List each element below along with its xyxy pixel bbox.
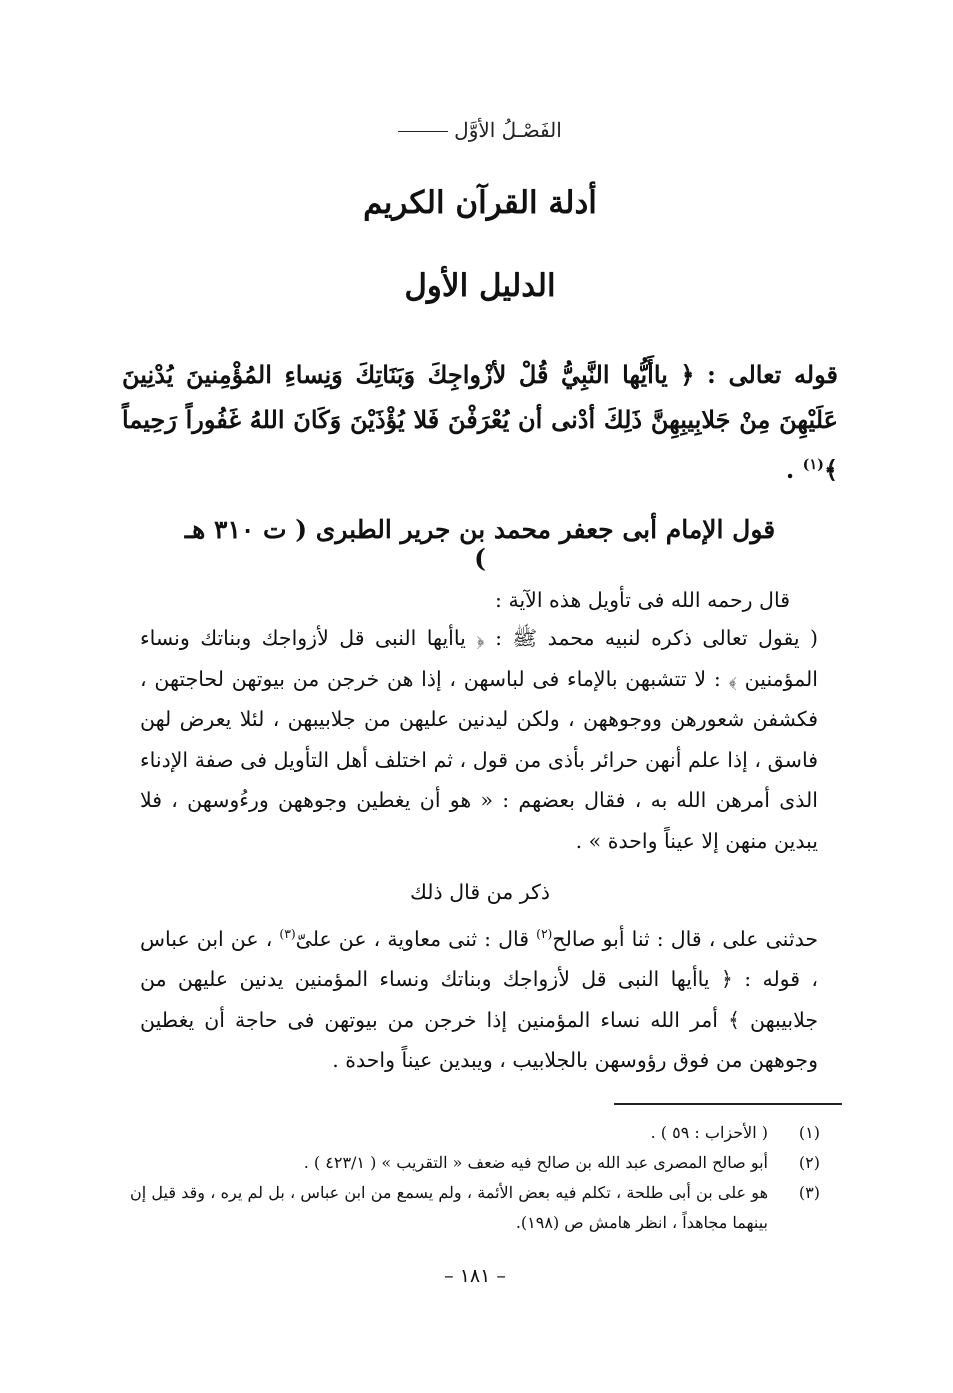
section-title: الدليل الأول [404,268,556,304]
intro-line: قال رحمه الله فى تأويل هذه الآية : [495,588,790,612]
footnote-number: (٣) [798,1183,820,1202]
tafsir-paragraph: ( يقول تعالى ذكره لنبيه محمد ﷺ : ﴿ ياأيها النبى قل لأزواجك وبناتك ونساء المؤمنين ﴾ : لا تتشبهن بالإماء فى لباسهن ، إذا هن خرجن من بيوتهن لحاجتهن ، فكشفن شعورهن ووجوههن ، ولكن ليدنين عليهن من جلابيبهن ، لئلا يعرض لهن فاسق ، إذا علم أنهن حرائر بأذى من قول ، ثم اختلف أهل التأويل فى صفة الإدناء الذى أمرهن الله به ، فقال بعضهم : « هو أن يغطين وجوههن ورءُوسهن ، فلا يبدين منهن إلا عيناً واحدة » . [140,626,818,853]
footnote-text: أبو صالح المصرى عبد الله بن صالح فيه ضعف « التقريب » ( ٤٢٣/١ ) . [303,1153,768,1172]
footnotes [130,1118,820,1238]
footnote-ref-2: (٢) [536,927,553,941]
chapter-label-text: الفَصْـلُ الأوَّل [454,118,562,142]
footnote-text: ( الأحزاب : ٥٩ ) . [650,1123,768,1142]
footnote-number: (١) [798,1123,820,1142]
narration-part-3: ، عن ابن عباس ، قوله : ﴿ ياأيها النبى قل لأزواجك وبناتك ونساء المؤمنين يدنين عليهن من جلابيبهن ﴾ أمر الله نساء المؤمنين إذا خرجن من بيوتهن فى حاجة أن يغطين وجوههن من فوق رؤوسهن بالجلابيب ، ويبدين عيناً واحدة . [140,926,818,1073]
footnote [130,1178,820,1238]
main-title: أدلة القرآن الكريم [363,185,597,221]
chapter-label-rule [398,131,448,132]
page-number: – ١٨١ – [444,1265,506,1287]
footnote [130,1118,820,1148]
verse-text: قوله تعالى : ﴿ ياأَيُّها النَّبِيُّ قُلْ لأزْواجِكَ وَبَنَاتِكَ وَنِساءِ المُؤْمِنينَ يُدْنِينَ عَلَيْهِنَ مِنْ جَلابِيبِهِنَّ ذَلِكَ أدْنى أن يُعْرَفْنَ فَلا يُؤْذَيْنَ وَكَانَ اللهُ غَفُوراً رَحِيماً ﴾ [122,360,838,484]
footnote-ref-3: (٣) [279,927,296,941]
narration-part-1: حدثنى على ، قال : ثنا أبو صالح [552,926,819,951]
verse-end: . [785,455,803,484]
footnote-number: (٢) [798,1153,820,1172]
footnote-text: هو على بن أبى طلحة ، تكلم فيه بعض الأئمة ، ولم يسمع من ابن عباس ، بل لم يره ، وقد قيل إن بينهما مجاهداً ، انظر هامش ص (١٩٨). [130,1183,769,1232]
footnote [130,1148,820,1178]
narration-paragraph [140,914,818,1081]
verse-footnote-ref: (١) [802,456,824,473]
quran-verse [122,352,838,492]
narration-part-2: قال : ثنى معاوية ، عن علىّ [295,926,537,951]
narration-subheading: ذكر من قال ذلك [410,880,550,904]
scholar-heading: قول الإمام أبى جعفر محمد بن جرير الطبرى ( ت ٣١٠ هـ ) [184,515,776,573]
footnote-divider [614,1103,842,1105]
chapter-label [380,118,580,142]
